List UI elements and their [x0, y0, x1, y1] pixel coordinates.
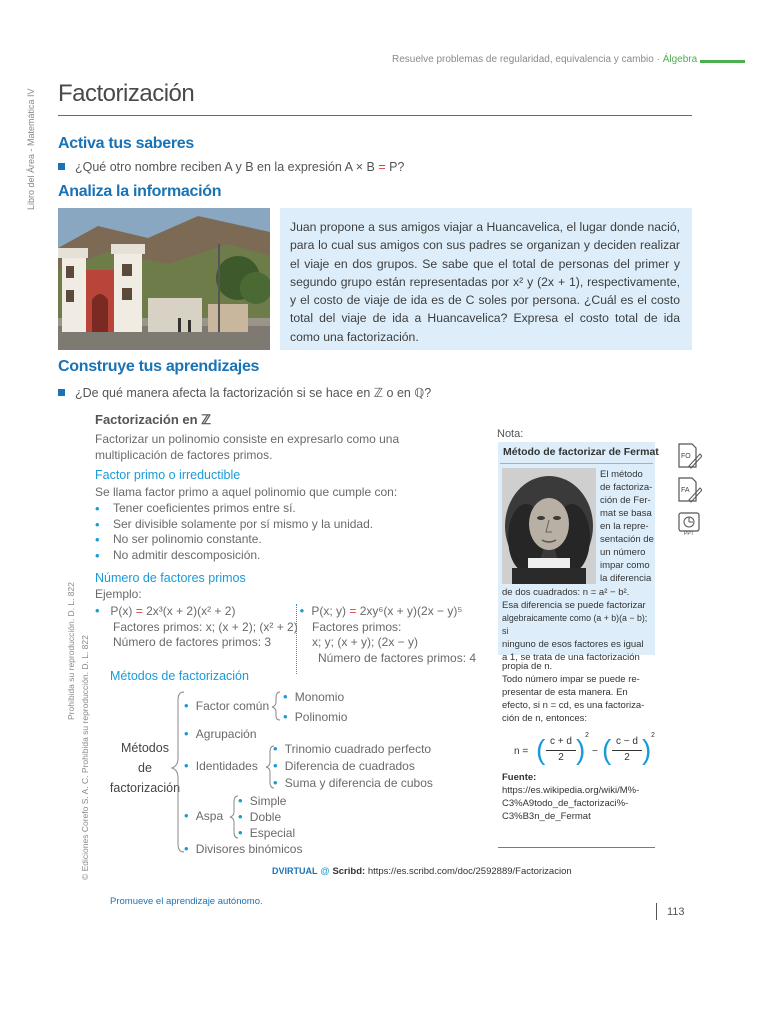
square-bullet-icon	[58, 389, 65, 396]
ejemplo-label: Ejemplo:	[95, 587, 142, 601]
metodos-root: Métodos de factorización	[109, 741, 181, 795]
nota-bottom-rule	[498, 847, 655, 848]
metodo-polinomio: • Polinomio	[283, 709, 348, 724]
bullet-dot-icon: •	[296, 603, 312, 618]
nota-side-text: El método de factoriza- ción de Fer- mat se basa en la repre- sentación de un número impar como la diferencia	[600, 469, 654, 584]
metodo-trinomio: • Trinomio cuadrado perfecto	[273, 741, 432, 756]
numero-factores-heading: Número de factores primos	[95, 571, 246, 585]
construye-heading: Construye tus aprendizajes	[58, 358, 260, 375]
example-1: • P(x) = 2x³(x + 2)(x² + 2) Factores primos: x; (x + 2); (x² + 2) Número de factores primos: 3	[95, 603, 298, 649]
metodo-agrupacion: • Agrupación	[184, 726, 257, 741]
analiza-heading: Analiza la información	[58, 183, 222, 200]
metodo-identidades: • Identidades	[184, 758, 258, 773]
title-rule	[58, 115, 692, 116]
square-bullet-icon	[58, 163, 65, 170]
nota-rule	[500, 463, 653, 464]
list-item: • Ser divisible solamente por sí mismo y la unidad.	[95, 517, 373, 533]
fo-icon[interactable]: FO	[676, 442, 702, 470]
construye-question: ¿De qué manera afecta la factorización si se hace en ℤ o en ℚ?	[58, 385, 431, 400]
metodo-especial: • Especial	[238, 825, 296, 840]
definition-text: Factorizar un polinomio consiste en expresarlo como una multiplicación de factores primos.	[95, 432, 400, 462]
side-book-label: Libro del Área - Matemática IV	[26, 88, 36, 210]
legal-text-2: Prohibida su reproducción. D. L. 822	[66, 582, 76, 720]
metodo-divisores: • Divisores binómicos	[184, 841, 303, 856]
list-item: • No admitir descomposición.	[95, 548, 373, 564]
paren-right-icon: )	[576, 734, 586, 765]
paren-left-icon: (	[536, 734, 546, 765]
nota-label: Nota:	[497, 428, 524, 440]
resource-icons	[676, 442, 702, 538]
nota-title: Método de factorizar de Fermat	[503, 446, 659, 458]
page-number-rule	[656, 903, 657, 920]
metodo-simple: • Simple	[238, 793, 287, 808]
example-2: • P(x; y) = 2xy⁶(x + y)(2x − y)⁵ Factores primos: x; y; (x + y); (2x − y) Número de factores primos: 4	[296, 603, 477, 665]
legal-text: © Ediciones Corefo S. A. C. Prohibida su reproducción. D. L. 822	[80, 635, 90, 880]
factor-primo-list	[95, 501, 373, 564]
running-header-text: Resuelve problemas de regularidad, equivalencia y cambio	[392, 54, 654, 65]
dvirtual-logo-icon: DVIRTUAL	[272, 866, 318, 876]
activa-heading: Activa tus saberes	[58, 135, 195, 152]
header-accent-bar	[700, 60, 745, 63]
metodo-monomio: • Monomio	[283, 689, 345, 704]
factorizacion-z-heading: Factorización en ℤ	[95, 412, 211, 427]
metodo-factor-comun: • Factor común	[184, 698, 270, 713]
metodo-suma-diferencia: • Suma y diferencia de cubos	[273, 775, 433, 790]
metodo-diferencia: • Diferencia de cuadrados	[273, 758, 415, 773]
paren-left-icon: (	[602, 734, 612, 765]
problem-text: Juan propone a sus amigos viajar a Huancavelica, el lugar donde nació, para lo cual sus amigos con sus padres se organizan y deciden realizar el viaje en dos grupos. Se sabe que el total de personas del primer y segundo grupo están representadas por x² y (2x + 1), respectivamente, y el costo de viaje de ida es de C soles por persona. ¿Cuál es el costo total del viaje de ida a Huancavelica? Expresa el costo total de ida como una factorización.	[290, 220, 680, 344]
nota-cont-text: propia de n. Todo número impar se puede re- presentar de esta manera. En efecto, si n = cd, es una factoriza- ción de n, entonces:	[502, 661, 645, 724]
metodo-doble: • Doble	[238, 809, 282, 824]
page-number: 113	[667, 906, 685, 918]
problem-box	[280, 208, 692, 350]
church-plaza-photo	[58, 208, 270, 350]
metodos-heading: Métodos de factorización	[110, 669, 249, 683]
factor-primo-intro: Se llama factor primo a aquel polinomio que cumple con:	[95, 485, 398, 499]
fermat-portrait	[502, 468, 596, 584]
factor-primo-heading: Factor primo o irreductible	[95, 468, 241, 482]
activa-question: ¿Qué otro nombre reciben A y B en la expresión A × B = P?	[58, 160, 404, 174]
ppt-icon[interactable]: PPT	[676, 510, 702, 538]
fa-icon[interactable]: FA	[676, 476, 702, 504]
bullet-dot-icon: •	[95, 603, 111, 618]
nota-full-text: de dos cuadrados: n = a² − b². Esa diferencia se puede factorizar algebraicamente como (a + b)(a − b); si ninguno de esos factores es igual a 1, se trata de una factorización	[502, 587, 648, 663]
paren-right-icon: )	[642, 734, 652, 765]
metodo-aspa: • Aspa	[184, 808, 224, 823]
section-tag: · Álgebra	[656, 54, 698, 65]
list-item: • Tener coeficientes primos entre sí.	[95, 501, 373, 517]
list-item: • No ser polinomio constante.	[95, 532, 373, 548]
page-title: Factorización	[58, 80, 195, 107]
promueve-text: Promueve el aprendizaje autónomo.	[110, 896, 263, 907]
fermat-formula: n = ( c + d 2 ) 2 − ( c − d 2 ) 2	[514, 732, 655, 765]
scribd-link[interactable]: DVIRTUAL @ Scribd: https://es.scribd.com/doc/2592889/Factorizacion	[272, 866, 572, 877]
running-header	[392, 54, 697, 65]
nota-fuente: Fuente: https://es.wikipedia.org/wiki/M%- C3%A9todo_de_factorizaci%- C3%B3n_de_Fermat	[502, 772, 640, 822]
